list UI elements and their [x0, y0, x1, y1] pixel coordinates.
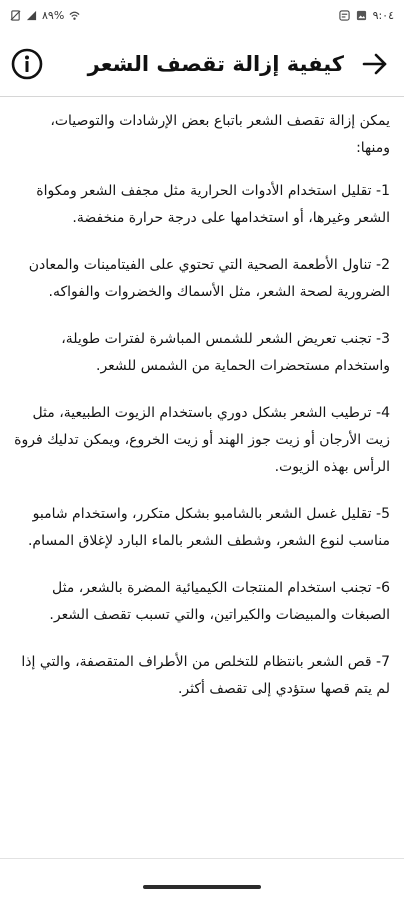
info-icon — [10, 47, 44, 81]
info-button[interactable] — [10, 47, 44, 81]
tip-paragraph-1: 1- تقليل استخدام الأدوات الحرارية مثل مجفف الشعر ومكواة الشعر وغيرها، أو استخدامها على درجة حرارة منخفضة. — [36, 183, 390, 226]
battery-percent: ٨٩% — [42, 9, 65, 22]
app-bar — [0, 32, 404, 97]
notification-icon — [339, 10, 350, 21]
status-time: ٩:٠٤ — [372, 9, 394, 22]
article-intro: يمكن إزالة تقصف الشعر باتباع بعض الإرشادات والتوصيات، ومنها: — [50, 113, 390, 156]
gallery-icon — [356, 10, 367, 21]
article-content — [0, 108, 404, 723]
page-title: كيفية إزالة تقصف الشعر — [87, 52, 344, 76]
tip-paragraph-7: 7- قص الشعر بانتظام للتخلص من الأطراف المتقصفة، والتي إذا لم يتم قصها ستؤدي إلى تقصف أكثر. — [21, 654, 390, 697]
signal-icon — [26, 10, 37, 21]
status-bar — [0, 0, 404, 32]
no-sim-icon — [10, 10, 21, 21]
tip-paragraph-6: 6- تجنب استخدام المنتجات الكيميائية المضرة بالشعر، مثل الصبغات والمبيضات والكيراتين، والتي تسبب تقصف الشعر. — [49, 580, 390, 623]
tip-paragraph-5: 5- تقليل غسل الشعر بالشامبو بشكل متكرر، واستخدام شامبو مناسب لنوع الشعر، وشطف الشعر بالماء البارد لإغلاق المسام. — [27, 506, 390, 549]
back-button[interactable] — [360, 49, 390, 79]
status-left-group — [10, 9, 80, 22]
tip-paragraph-2: 2- تناول الأطعمة الصحية التي تحتوي على الفيتامينات والمعادن الضرورية لصحة الشعر، مثل الأسماك والخضروات والفواكه. — [28, 257, 390, 300]
arrow-right-icon — [360, 49, 390, 79]
tip-paragraph-4: 4- ترطيب الشعر بشكل دوري باستخدام الزيوت الطبيعية، مثل زيت الأرجان أو زيت جوز الهند أو زيت الخروع، ويمكن تدليك فروة الرأس بهذه الزيوت. — [14, 405, 390, 475]
system-nav-bar — [0, 859, 404, 900]
home-gesture-handle[interactable] — [143, 885, 261, 889]
tip-paragraph-3: 3- تجنب تعريض الشعر للشمس المباشرة لفترات طويلة، واستخدام مستحضرات الحماية من الشمس للشعر. — [61, 331, 390, 374]
status-right-group — [339, 9, 394, 22]
wifi-icon — [69, 10, 80, 21]
